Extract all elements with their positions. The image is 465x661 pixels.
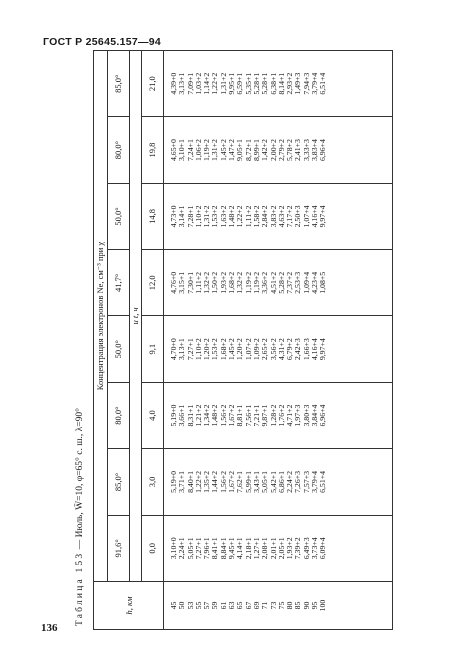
value-column-7 (164, 51, 393, 117)
t-header-2: 4,0 (142, 382, 164, 448)
cell-value: 7,21+1 (251, 404, 261, 427)
cell-value: 1,35+2 (202, 470, 212, 493)
cell-value: 9,95+1 (227, 72, 237, 95)
cell-value: 4,71+2 (285, 404, 295, 427)
t-header-4: 12,0 (142, 250, 164, 316)
cell-value: 5,05+1 (260, 470, 270, 493)
cell-value: 1,19+2 (243, 271, 253, 294)
cell-value: 1,50+2 (210, 271, 220, 294)
cell-value: 8,31+1 (185, 404, 195, 427)
cell-value: 1,76+2 (276, 404, 286, 427)
height-value: 59 (210, 601, 220, 610)
cell-value: 7,37+2 (285, 271, 295, 294)
cell-value: 2,79+2 (276, 139, 286, 162)
cell-value: 3,56+2 (268, 338, 278, 361)
cell-value: 3,36+2 (260, 271, 270, 294)
cell-value: 1,07+4 (301, 205, 311, 228)
cell-value: 4,70+0 (169, 338, 178, 361)
cell-value: 7,09+1 (185, 72, 195, 95)
column-header-concentration (94, 51, 108, 582)
cell-value: 1,14+2 (202, 72, 212, 95)
height-label: h, км (123, 596, 134, 615)
cell-value: 4,23+4 (310, 271, 320, 294)
cell-value: 1,66+3 (301, 338, 311, 361)
cell-value: 3,33+3 (301, 139, 311, 162)
column-header-sub-label (130, 51, 142, 582)
cell-value: 9,45+1 (227, 537, 237, 560)
cell-value: 6,09+4 (318, 537, 328, 560)
cell-value: 2,41+3 (293, 139, 303, 162)
cell-value: 1,22+2 (193, 470, 203, 493)
table-header-row-chi (108, 51, 130, 630)
height-value: 65 (235, 601, 245, 610)
cell-value: 1,93+2 (285, 537, 295, 560)
cell-value: 1,31+2 (202, 205, 212, 228)
cell-value: 2,65+2 (260, 338, 270, 361)
cell-value: 5,19+0 (169, 470, 178, 493)
t-header-5: 14,8 (142, 183, 164, 249)
cell-value: 8,99+1 (251, 139, 261, 162)
value-column-0 (164, 515, 393, 581)
chi-header-2: 80,0° (108, 382, 130, 448)
cell-value: 1,48+2 (227, 205, 237, 228)
cell-value: 2,24+1 (177, 537, 187, 560)
cell-value: 3,14+1 (177, 205, 187, 228)
cell-value: 1,09+2 (251, 338, 261, 361)
cell-value: 9,05+1 (235, 139, 245, 162)
chi-header-3: 50,0° (108, 316, 130, 382)
cell-value: 1,09+4 (301, 271, 311, 294)
cell-value: 2,01+1 (268, 537, 278, 560)
cell-value: 1,44+2 (210, 470, 220, 493)
cell-value: 2,53+3 (293, 271, 303, 294)
cell-value: 1,56+2 (218, 404, 228, 427)
height-value: 67 (243, 601, 253, 610)
cell-value: 1,97+3 (293, 404, 303, 427)
cell-value: 3,79+4 (310, 72, 320, 95)
cell-value: 4,51+2 (268, 271, 278, 294)
cell-value: 3,43+1 (251, 470, 261, 493)
cell-value: 3,13+1 (177, 72, 187, 95)
table-header-row-t (142, 51, 164, 630)
cell-value: 4,76+0 (169, 271, 178, 294)
cell-value: 9,97+4 (318, 205, 328, 228)
cell-value: 5,28+1 (251, 72, 261, 95)
cell-value: 1,42+2 (260, 139, 270, 162)
cell-value: 7,17+2 (285, 205, 295, 228)
cell-value: 3,66+1 (177, 404, 187, 427)
cell-value: 5,99+1 (243, 470, 253, 493)
cell-value: 1,03+2 (193, 72, 203, 95)
t-header-7: 21,0 (142, 51, 164, 117)
data-table (93, 50, 393, 630)
cell-value: 5,78+2 (285, 139, 295, 162)
height-value: 63 (227, 601, 237, 610)
cell-value: 1,28+2 (268, 404, 278, 427)
cell-value: 3,79+4 (310, 470, 320, 493)
cell-value: 3,13+1 (177, 338, 187, 361)
cell-value: 1,67+2 (227, 470, 237, 493)
cell-value: 1,47+2 (227, 139, 237, 162)
cell-value: 1,32+2 (202, 271, 212, 294)
cell-value: 7,39+2 (293, 537, 303, 560)
table-caption-label: Таблица 153 (75, 551, 85, 626)
cell-value: 1,21+2 (193, 404, 203, 427)
cell-value: 1,32+2 (235, 271, 245, 294)
t-header-1: 3,0 (142, 449, 164, 515)
chi-header-0: 91,6° (108, 515, 130, 581)
cell-value: 4,16+4 (310, 338, 320, 361)
cell-value: 2,84+2 (260, 205, 270, 228)
cell-value: 7,94+3 (301, 72, 311, 95)
cell-value: 7,27+1 (193, 537, 203, 560)
chi-header-7: 85,0° (108, 51, 130, 117)
height-value: 53 (185, 601, 195, 610)
cell-value: 4,73+0 (169, 205, 178, 228)
cell-value: 3,83+2 (268, 205, 278, 228)
cell-value: 4,63+2 (276, 205, 286, 228)
cell-value: 2,00+2 (268, 139, 278, 162)
height-value: 57 (202, 601, 212, 610)
cell-value: 2,93+2 (285, 72, 295, 95)
cell-value: 5,05+1 (185, 537, 195, 560)
cell-value: 5,28+2 (276, 271, 286, 294)
cell-value: 7,30+1 (185, 271, 195, 294)
cell-value: 3,71+1 (177, 470, 187, 493)
height-value: 61 (218, 601, 228, 610)
table-body-row (164, 51, 393, 630)
cell-value: 6,79+2 (285, 338, 295, 361)
chi-header-1: 85,0° (108, 449, 130, 515)
cell-value: 1,53+2 (210, 205, 220, 228)
cell-value: 1,31+2 (218, 72, 228, 95)
t-header-0: 0,0 (142, 515, 164, 581)
cell-value: 8,40+1 (185, 470, 195, 493)
cell-value: 1,20+2 (202, 338, 212, 361)
column-header-height (94, 582, 164, 630)
cell-value: 6,51+4 (318, 470, 328, 493)
cell-value: 1,45+2 (227, 338, 237, 361)
heights-column (164, 582, 393, 630)
cell-value: 3,15+1 (177, 271, 187, 294)
cell-value: 7,62+1 (235, 470, 245, 493)
cell-value: 3,84+4 (310, 404, 320, 427)
cell-value: 5,42+1 (268, 470, 278, 493)
rotated-table-block (67, 50, 397, 630)
height-value: 80 (285, 601, 295, 610)
chi-header-5: 50,0° (108, 183, 130, 249)
cell-value: 1,22+2 (210, 72, 220, 95)
height-value: 95 (310, 601, 320, 610)
cell-value: 3,83+4 (310, 139, 320, 162)
cell-value: 1,10+2 (193, 338, 203, 361)
cell-value: 1,10+2 (193, 205, 203, 228)
cell-value: 2,05+1 (276, 537, 286, 560)
cell-value: 6,51+4 (318, 72, 328, 95)
height-value: 50 (177, 601, 187, 610)
cell-value: 2,50+3 (293, 205, 303, 228)
cell-value: 5,35+1 (243, 72, 253, 95)
cell-value: 2,18+1 (243, 537, 253, 560)
cell-value: 1,11+2 (193, 271, 203, 294)
table-caption-text: — Июль, W̄=10, φ=65° с. ш., λ=90° (75, 408, 85, 550)
cell-value: 8,81+1 (235, 404, 245, 427)
height-value: 85 (293, 601, 303, 610)
height-value: 55 (193, 601, 203, 610)
cell-value: 1,45+2 (218, 139, 228, 162)
concentration-label: Концентрация электронов Ne, см⁻³ при χ (95, 241, 105, 391)
chi-header-6: 80,0° (108, 117, 130, 183)
value-column-3 (164, 316, 393, 382)
height-value: 90 (301, 601, 311, 610)
cell-value: 1,20+2 (235, 338, 245, 361)
cell-value: 1,06+2 (193, 139, 203, 162)
cell-value: 1,19+2 (251, 271, 261, 294)
cell-value: 5,19+0 (169, 404, 178, 427)
cell-value: 6,96+4 (318, 404, 328, 427)
cell-value: 1,11+2 (243, 205, 253, 228)
table-header-row-concentration (94, 51, 108, 630)
cell-value: 7,27+1 (185, 338, 195, 361)
cell-value: 7,57+3 (301, 470, 311, 493)
cell-value: 4,65+0 (169, 139, 178, 162)
cell-value: 7,56+1 (243, 404, 253, 427)
cell-value: 1,31+2 (210, 139, 220, 162)
cell-value: 4,31+2 (276, 338, 286, 361)
cell-value: 8,14+1 (276, 72, 286, 95)
document-header: ГОСТ Р 25645.157—94 (43, 36, 162, 48)
cell-value: 1,68+2 (218, 338, 228, 361)
cell-value: 1,08+5 (318, 271, 328, 294)
cell-value: 6,86+1 (276, 470, 286, 493)
cell-value: 1,56+2 (218, 470, 228, 493)
cell-value: 1,34+2 (202, 404, 212, 427)
cell-value: 8,84+1 (218, 537, 228, 560)
cell-value: 1,07+2 (243, 338, 253, 361)
cell-value: 6,96+4 (318, 139, 328, 162)
cell-value: 1,22+2 (235, 205, 245, 228)
cell-value: 1,48+2 (210, 404, 220, 427)
value-column-1 (164, 449, 393, 515)
cell-value: 1,27+1 (251, 537, 261, 560)
cell-value: 1,67+2 (227, 404, 237, 427)
cell-value: 1,58+2 (251, 205, 261, 228)
table-header-row-sub (130, 51, 142, 630)
height-value: 71 (260, 601, 270, 610)
cell-value: 7,24+1 (185, 139, 195, 162)
cell-value: 3,80+3 (301, 404, 311, 427)
cell-value: 3,10+1 (177, 139, 187, 162)
cell-value: 2,24+2 (285, 470, 295, 493)
height-value: 100 (318, 599, 328, 612)
cell-value: 6,49+3 (301, 537, 311, 560)
cell-value: 1,68+2 (227, 271, 237, 294)
cell-value: 8,72+1 (243, 139, 253, 162)
height-value: 75 (276, 601, 286, 610)
cell-value: 2,42+3 (293, 338, 303, 361)
height-value: 73 (268, 601, 278, 610)
t-header-6: 19,8 (142, 117, 164, 183)
sub-label: и t, ч (130, 307, 140, 325)
cell-value: 1,63+2 (218, 205, 228, 228)
cell-value: 9,87+1 (260, 404, 270, 427)
chi-header-4: 41,7° (108, 250, 130, 316)
cell-value: 1,49+3 (293, 72, 303, 95)
cell-value: 9,97+4 (318, 338, 328, 361)
cell-value: 6,59+1 (235, 72, 245, 95)
cell-value: 3,10+0 (169, 537, 178, 560)
value-column-2 (164, 382, 393, 448)
page-number: 136 (41, 622, 58, 634)
cell-value: 1,93+2 (218, 271, 228, 294)
value-column-6 (164, 117, 393, 183)
cell-value: 2,08+1 (260, 537, 270, 560)
cell-value: 7,26+3 (293, 470, 303, 493)
cell-value: 7,28+1 (185, 205, 195, 228)
t-header-3: 9,1 (142, 316, 164, 382)
height-value: 45 (169, 601, 178, 610)
cell-value: 8,41+1 (210, 537, 220, 560)
value-column-5 (164, 183, 393, 249)
cell-value: 1,53+2 (210, 338, 220, 361)
value-column-4 (164, 250, 393, 316)
cell-value: 4,14+1 (235, 537, 245, 560)
cell-value: 6,38+1 (268, 72, 278, 95)
cell-value: 5,28+1 (260, 72, 270, 95)
cell-value: 1,19+2 (202, 139, 212, 162)
cell-value: 4,16+4 (310, 205, 320, 228)
cell-value: 3,73+4 (310, 537, 320, 560)
cell-value: 4,39+0 (169, 72, 178, 95)
table-caption (71, 52, 89, 626)
cell-value: 7,96+1 (202, 537, 212, 560)
height-value: 69 (251, 601, 261, 610)
